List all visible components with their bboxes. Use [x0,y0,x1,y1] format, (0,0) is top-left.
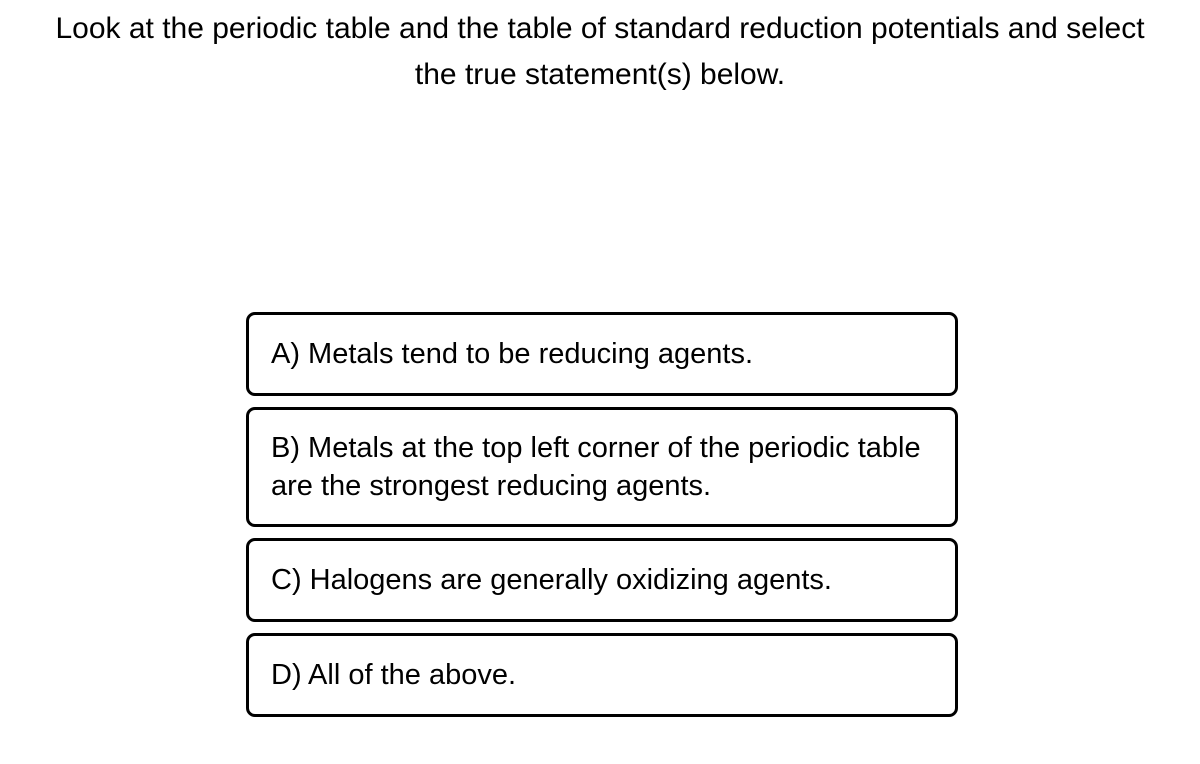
answer-options [246,312,958,717]
option-c-button[interactable] [246,538,958,622]
option-d-label: D) All of the above. [271,659,517,691]
option-b-label: B) Metals at the top left corner of the periodic table are the strongest reducing agents. [271,432,921,502]
option-a-label: A) Metals tend to be reducing agents. [271,338,754,370]
option-d-button[interactable] [246,633,958,717]
question-line-1: Look at the periodic table and the table of standard reduction potentials and select [55,12,1145,45]
option-a-button[interactable] [246,312,958,396]
option-c-label: C) Halogens are generally oxidizing agents. [271,564,832,596]
question-line-2: the true statement(s) below. [414,58,786,91]
option-b-button[interactable] [246,407,958,527]
question-prompt [0,6,1200,98]
